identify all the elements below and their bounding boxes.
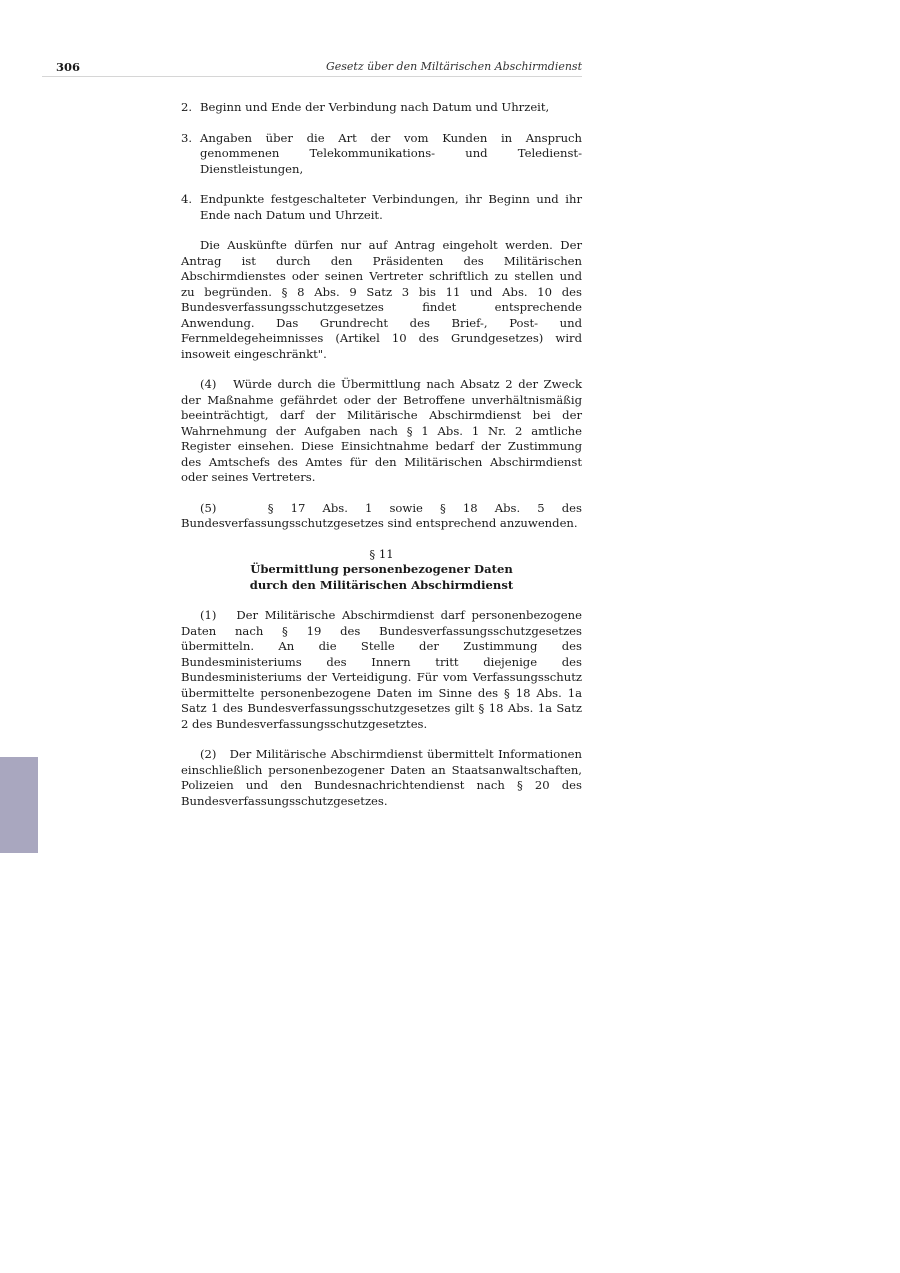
list-number: 2.: [181, 100, 193, 114]
list-item: [181, 192, 582, 223]
section-heading: [181, 547, 582, 594]
page-body: [181, 100, 586, 824]
chapter-thumb-tab: [0, 757, 38, 853]
list-item: [181, 100, 582, 116]
section-title-line-2: durch den Militärischen Abschirmdienst: [249, 577, 514, 592]
paragraph-section-abs-2: (2) Der Militärische Abschirmdienst übermittelt Informationen einschließlich personenbezogener Daten an Staatsanwaltschaften, Polizeien und den Bundesnachrichtendienst nach § 20 des Bundesverfassungsschutzgesetzes.: [181, 747, 586, 808]
list-number: 3.: [181, 130, 193, 145]
list-text: Angaben über die Art der vom Kunden in Anspruch genommenen Telekommunikations- und Teledienst-Dienstleistungen,: [200, 130, 582, 176]
list-item: [181, 131, 582, 178]
section-title-line-1: Übermittlung personenbezogener Daten: [250, 562, 513, 576]
paragraph-section-abs-1: (1) Der Militärische Abschirmdienst darf personenbezogene Daten nach § 19 des Bundesverfassungsschutzgesetzes übermitteln. An die Stelle der Zustimmung des Bundesministeriums des Innern tritt diejenige des Bundesministeriums der Verteidigung. Für vom Verfassungsschutz übermittelte personenbezogene Daten im Sinne des § 18 Abs. 1a Satz 1 des Bundesverfassungsschutzgesetzes gilt § 18 Abs. 1a Satz 2 des Bundesverfassungsschutzgesetztes.: [181, 608, 586, 731]
page-number: 306: [56, 60, 81, 74]
list-number: 4.: [181, 192, 193, 206]
paragraph-auskuenfte: Die Auskünfte dürfen nur auf Antrag eingeholt werden. Der Antrag ist durch den Präsidenten des Militärischen Abschirmdienstes oder seinen Vertreter schriftlich zu stellen und zu begründen. § 8 Abs. 9 Satz 3 bis 11 und Abs. 10 des Bundesverfassungsschutzgesetzes findet entsprechende Anwendung. Das Grundrecht des Brief-, Post- und Fernmeldegeheimnisses (Artikel 10 des Grundgesetzes) wird insoweit eingeschränkt".: [181, 238, 582, 361]
section-number: § 11: [369, 546, 394, 561]
page-header: [42, 60, 582, 77]
list-text: Endpunkte festgeschalteter Verbindungen, ihr Beginn und ihr Ende nach Datum und Uhrzeit.: [200, 192, 582, 222]
running-title: Gesetz über den Miltärischen Abschirmdienst: [325, 60, 582, 73]
paragraph-abs-5: (5) § 17 Abs. 1 sowie § 18 Abs. 5 des Bundesverfassungsschutzgesetzes sind entsprechend anzuwenden.: [181, 500, 586, 530]
list-text: Beginn und Ende der Verbindung nach Datum und Uhrzeit,: [200, 100, 550, 114]
paragraph-abs-4: (4) Würde durch die Übermittlung nach Absatz 2 der Zweck der Maßnahme gefährdet oder der Betroffene unverhältnismäßig beeinträchtigt, darf der Militärische Abschirmdienst bei der Wahrnehmung der Aufgaben nach § 1 Abs. 1 Nr. 2 amtliche Register einsehen. Diese Einsichtnahme bedarf der Zustimmung des Amtschefs des Amtes für den Militärischen Abschirmdienst oder seines Vertreters.: [181, 377, 586, 484]
